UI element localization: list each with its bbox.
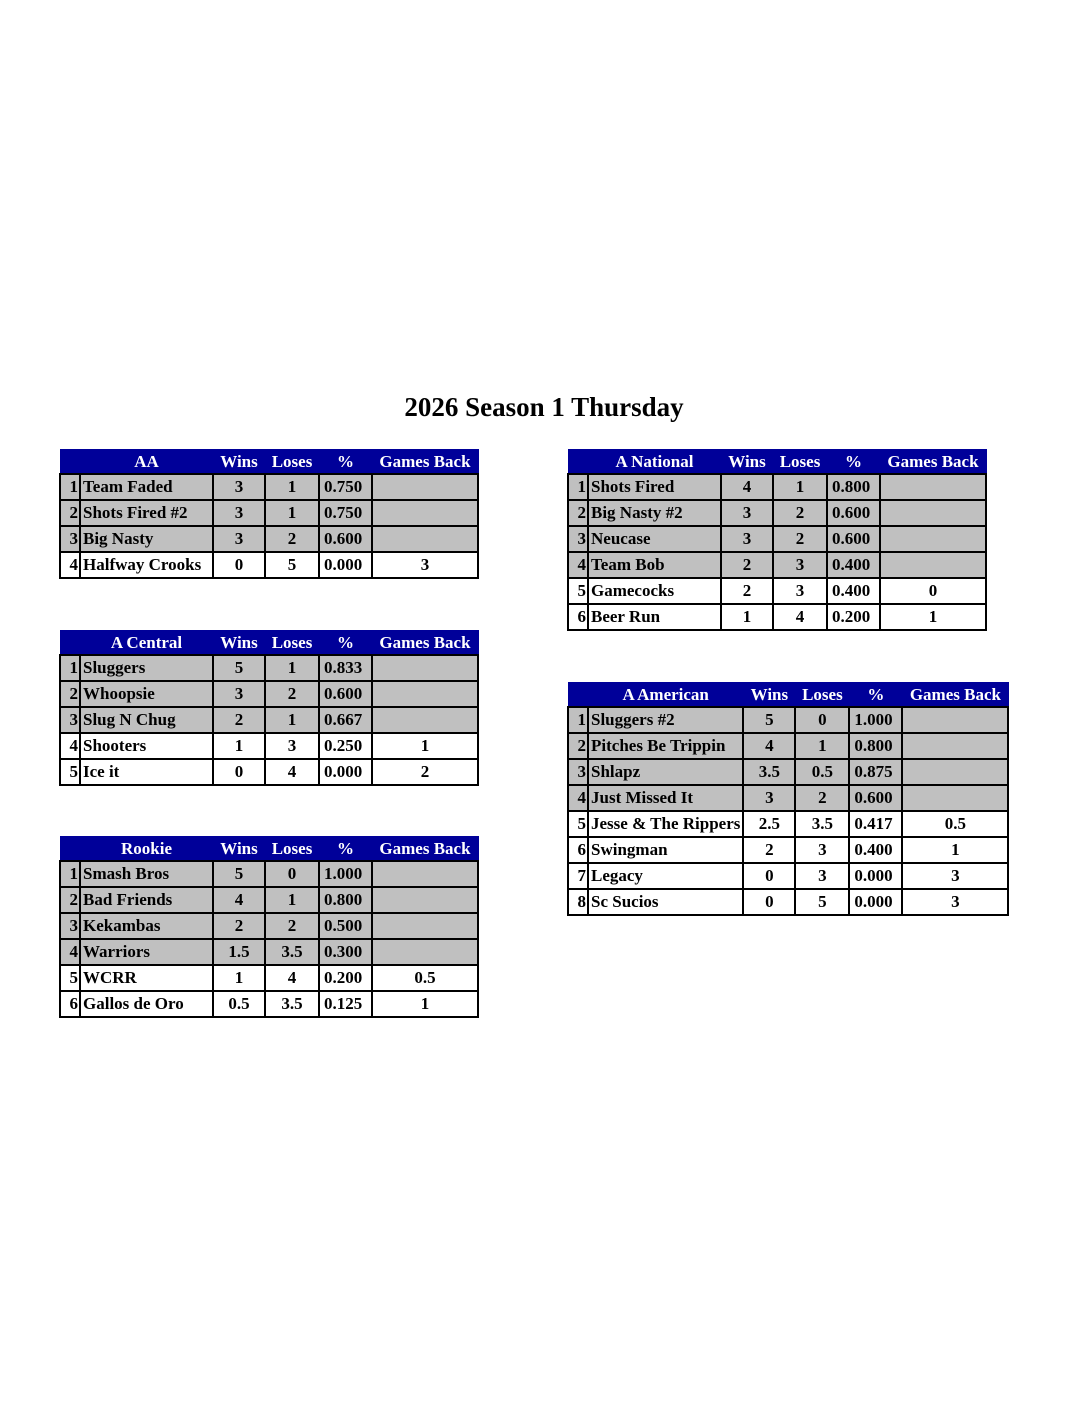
header-blank (568, 450, 588, 475)
rank-cell: 3 (60, 707, 80, 733)
header-loses: Loses (265, 450, 319, 475)
header-pct: % (849, 683, 902, 708)
rank-cell: 4 (60, 939, 80, 965)
pct-cell: 0.800 (827, 474, 880, 500)
wins-cell: 1 (213, 733, 265, 759)
division-name: A National (588, 450, 721, 475)
header-row (568, 683, 1008, 708)
games-back-cell (880, 526, 986, 552)
header-wins: Wins (721, 450, 773, 475)
wins-cell: 2 (721, 552, 773, 578)
loses-cell: 4 (773, 604, 827, 630)
loses-cell: 4 (265, 965, 319, 991)
team-cell: Kekambas (80, 913, 213, 939)
wins-cell: 3 (213, 681, 265, 707)
team-cell: Team Bob (588, 552, 721, 578)
header-blank (60, 450, 80, 475)
pct-cell: 0.600 (319, 681, 372, 707)
loses-cell: 2 (773, 500, 827, 526)
header-loses: Loses (265, 837, 319, 862)
team-cell: Warriors (80, 939, 213, 965)
wins-cell: 0 (743, 889, 795, 915)
wins-cell: 4 (743, 733, 795, 759)
wins-cell: 3.5 (743, 759, 795, 785)
games-back-cell: 3 (902, 863, 1008, 889)
games-back-cell (902, 707, 1008, 733)
games-back-cell: 1 (902, 837, 1008, 863)
pct-cell: 0.600 (319, 526, 372, 552)
header-loses: Loses (265, 631, 319, 656)
rank-cell: 7 (568, 863, 588, 889)
table-row (568, 552, 986, 578)
wins-cell: 5 (213, 861, 265, 887)
header-pct: % (827, 450, 880, 475)
header-row (60, 450, 478, 475)
loses-cell: 1 (265, 474, 319, 500)
rank-cell: 2 (568, 500, 588, 526)
rank-cell: 3 (568, 526, 588, 552)
loses-cell: 1 (795, 733, 849, 759)
team-cell: Sluggers (80, 655, 213, 681)
rank-cell: 8 (568, 889, 588, 915)
pct-cell: 1.000 (849, 707, 902, 733)
games-back-cell (372, 939, 478, 965)
loses-cell: 0 (265, 861, 319, 887)
games-back-cell (372, 500, 478, 526)
pct-cell: 0.800 (849, 733, 902, 759)
header-games-back: Games Back (372, 631, 478, 656)
team-cell: Jesse & The Rippers (588, 811, 743, 837)
pct-cell: 0.200 (319, 965, 372, 991)
wins-cell: 1.5 (213, 939, 265, 965)
loses-cell: 2 (265, 526, 319, 552)
games-back-cell (372, 681, 478, 707)
team-cell: Sc Sucios (588, 889, 743, 915)
table-row (568, 578, 986, 604)
table-row (568, 707, 1008, 733)
team-cell: Big Nasty #2 (588, 500, 721, 526)
pct-cell: 0.750 (319, 500, 372, 526)
games-back-cell: 1 (372, 991, 478, 1017)
table-row (60, 500, 478, 526)
table-row (568, 785, 1008, 811)
games-back-cell: 3 (372, 552, 478, 578)
wins-cell: 3 (213, 500, 265, 526)
rank-cell: 2 (60, 681, 80, 707)
table-row (568, 811, 1008, 837)
division-name: A American (588, 683, 743, 708)
header-wins: Wins (213, 837, 265, 862)
header-wins: Wins (213, 450, 265, 475)
wins-cell: 3 (213, 474, 265, 500)
pct-cell: 0.300 (319, 939, 372, 965)
header-row (60, 837, 478, 862)
games-back-cell (880, 500, 986, 526)
loses-cell: 3.5 (265, 939, 319, 965)
loses-cell: 3 (265, 733, 319, 759)
table-row (60, 655, 478, 681)
standings-table-aa (59, 449, 479, 579)
header-pct: % (319, 837, 372, 862)
wins-cell: 2.5 (743, 811, 795, 837)
table-row (568, 526, 986, 552)
loses-cell: 5 (265, 552, 319, 578)
rank-cell: 4 (568, 785, 588, 811)
loses-cell: 2 (795, 785, 849, 811)
games-back-cell: 1 (372, 733, 478, 759)
team-cell: Sluggers #2 (588, 707, 743, 733)
pct-cell: 0.400 (849, 837, 902, 863)
rank-cell: 2 (60, 500, 80, 526)
header-games-back: Games Back (880, 450, 986, 475)
pct-cell: 0.000 (319, 759, 372, 785)
loses-cell: 2 (773, 526, 827, 552)
rank-cell: 2 (568, 733, 588, 759)
wins-cell: 3 (213, 526, 265, 552)
games-back-cell (902, 785, 1008, 811)
team-cell: Beer Run (588, 604, 721, 630)
table-row (568, 837, 1008, 863)
loses-cell: 3 (773, 578, 827, 604)
table-row (568, 863, 1008, 889)
team-cell: Bad Friends (80, 887, 213, 913)
header-blank (60, 837, 80, 862)
table-row (568, 889, 1008, 915)
pct-cell: 1.000 (319, 861, 372, 887)
games-back-cell (372, 913, 478, 939)
team-cell: Pitches Be Trippin (588, 733, 743, 759)
rank-cell: 1 (60, 474, 80, 500)
team-cell: Halfway Crooks (80, 552, 213, 578)
rank-cell: 2 (60, 887, 80, 913)
team-cell: WCRR (80, 965, 213, 991)
team-cell: Gallos de Oro (80, 991, 213, 1017)
page-title: 2026 Season 1 Thursday (404, 392, 684, 422)
rank-cell: 6 (568, 837, 588, 863)
games-back-cell (880, 552, 986, 578)
pct-cell: 0.750 (319, 474, 372, 500)
header-row (60, 631, 478, 656)
table-row (60, 861, 478, 887)
table-row (60, 913, 478, 939)
loses-cell: 5 (795, 889, 849, 915)
standings-table-rookie (59, 836, 479, 1018)
loses-cell: 1 (265, 707, 319, 733)
header-blank (568, 683, 588, 708)
team-cell: Smash Bros (80, 861, 213, 887)
games-back-cell (372, 655, 478, 681)
wins-cell: 4 (213, 887, 265, 913)
rank-cell: 6 (60, 991, 80, 1017)
team-cell: Shots Fired #2 (80, 500, 213, 526)
table-row (60, 526, 478, 552)
header-pct: % (319, 450, 372, 475)
rank-cell: 1 (60, 655, 80, 681)
team-cell: Shooters (80, 733, 213, 759)
header-row (568, 450, 986, 475)
header-games-back: Games Back (372, 837, 478, 862)
loses-cell: 4 (265, 759, 319, 785)
header-loses: Loses (795, 683, 849, 708)
wins-cell: 2 (721, 578, 773, 604)
wins-cell: 5 (213, 655, 265, 681)
pct-cell: 0.875 (849, 759, 902, 785)
pct-cell: 0.667 (319, 707, 372, 733)
team-cell: Neucase (588, 526, 721, 552)
header-games-back: Games Back (372, 450, 478, 475)
team-cell: Whoopsie (80, 681, 213, 707)
header-wins: Wins (743, 683, 795, 708)
wins-cell: 0 (213, 552, 265, 578)
table-row (568, 474, 986, 500)
wins-cell: 0.5 (213, 991, 265, 1017)
table-row (568, 500, 986, 526)
wins-cell: 4 (721, 474, 773, 500)
rank-cell: 6 (568, 604, 588, 630)
table-row (60, 887, 478, 913)
rank-cell: 5 (60, 759, 80, 785)
team-cell: Just Missed It (588, 785, 743, 811)
pct-cell: 0.125 (319, 991, 372, 1017)
loses-cell: 0.5 (795, 759, 849, 785)
rank-cell: 1 (60, 861, 80, 887)
games-back-cell: 2 (372, 759, 478, 785)
games-back-cell (372, 861, 478, 887)
pct-cell: 0.500 (319, 913, 372, 939)
rank-cell: 3 (568, 759, 588, 785)
loses-cell: 3 (795, 863, 849, 889)
wins-cell: 3 (721, 526, 773, 552)
table-row (60, 552, 478, 578)
wins-cell: 2 (213, 913, 265, 939)
games-back-cell: 0 (880, 578, 986, 604)
rank-cell: 3 (60, 526, 80, 552)
pct-cell: 0.600 (827, 500, 880, 526)
team-cell: Slug N Chug (80, 707, 213, 733)
wins-cell: 1 (721, 604, 773, 630)
team-cell: Shlapz (588, 759, 743, 785)
team-cell: Legacy (588, 863, 743, 889)
header-pct: % (319, 631, 372, 656)
team-cell: Gamecocks (588, 578, 721, 604)
wins-cell: 0 (213, 759, 265, 785)
games-back-cell (372, 707, 478, 733)
pct-cell: 0.833 (319, 655, 372, 681)
games-back-cell (902, 733, 1008, 759)
loses-cell: 1 (265, 655, 319, 681)
wins-cell: 2 (213, 707, 265, 733)
rank-cell: 3 (60, 913, 80, 939)
table-row (60, 991, 478, 1017)
games-back-cell (372, 887, 478, 913)
pct-cell: 0.600 (827, 526, 880, 552)
header-loses: Loses (773, 450, 827, 475)
loses-cell: 3 (773, 552, 827, 578)
pct-cell: 0.000 (849, 863, 902, 889)
rank-cell: 5 (60, 965, 80, 991)
rank-cell: 4 (568, 552, 588, 578)
header-wins: Wins (213, 631, 265, 656)
wins-cell: 1 (213, 965, 265, 991)
games-back-cell (372, 474, 478, 500)
table-row (568, 733, 1008, 759)
games-back-cell: 0.5 (902, 811, 1008, 837)
header-games-back: Games Back (902, 683, 1008, 708)
team-cell: Big Nasty (80, 526, 213, 552)
team-cell: Shots Fired (588, 474, 721, 500)
loses-cell: 3 (795, 837, 849, 863)
table-row (60, 707, 478, 733)
pct-cell: 0.417 (849, 811, 902, 837)
division-name: Rookie (80, 837, 213, 862)
pct-cell: 0.000 (849, 889, 902, 915)
loses-cell: 1 (265, 887, 319, 913)
division-name: AA (80, 450, 213, 475)
games-back-cell (880, 474, 986, 500)
header-blank (60, 631, 80, 656)
table-row (60, 681, 478, 707)
loses-cell: 1 (265, 500, 319, 526)
pct-cell: 0.400 (827, 552, 880, 578)
standings-table-a-national (567, 449, 987, 631)
loses-cell: 0 (795, 707, 849, 733)
wins-cell: 2 (743, 837, 795, 863)
table-row (568, 759, 1008, 785)
games-back-cell: 1 (880, 604, 986, 630)
standings-table-a-american (567, 682, 1009, 916)
team-cell: Ice it (80, 759, 213, 785)
pct-cell: 0.000 (319, 552, 372, 578)
games-back-cell (902, 759, 1008, 785)
table-row (60, 965, 478, 991)
loses-cell: 2 (265, 913, 319, 939)
rank-cell: 1 (568, 707, 588, 733)
pct-cell: 0.800 (319, 887, 372, 913)
division-name: A Central (80, 631, 213, 656)
pct-cell: 0.200 (827, 604, 880, 630)
loses-cell: 3.5 (795, 811, 849, 837)
table-row (60, 474, 478, 500)
loses-cell: 1 (773, 474, 827, 500)
table-row (60, 733, 478, 759)
games-back-cell: 3 (902, 889, 1008, 915)
wins-cell: 3 (743, 785, 795, 811)
table-row (568, 604, 986, 630)
games-back-cell: 0.5 (372, 965, 478, 991)
wins-cell: 0 (743, 863, 795, 889)
table-row (60, 759, 478, 785)
standings-table-a-central (59, 630, 479, 786)
wins-cell: 5 (743, 707, 795, 733)
rank-cell: 5 (568, 811, 588, 837)
table-row (60, 939, 478, 965)
pct-cell: 0.600 (849, 785, 902, 811)
loses-cell: 3.5 (265, 991, 319, 1017)
rank-cell: 4 (60, 733, 80, 759)
team-cell: Team Faded (80, 474, 213, 500)
games-back-cell (372, 526, 478, 552)
rank-cell: 1 (568, 474, 588, 500)
rank-cell: 4 (60, 552, 80, 578)
wins-cell: 3 (721, 500, 773, 526)
pct-cell: 0.400 (827, 578, 880, 604)
rank-cell: 5 (568, 578, 588, 604)
loses-cell: 2 (265, 681, 319, 707)
team-cell: Swingman (588, 837, 743, 863)
pct-cell: 0.250 (319, 733, 372, 759)
